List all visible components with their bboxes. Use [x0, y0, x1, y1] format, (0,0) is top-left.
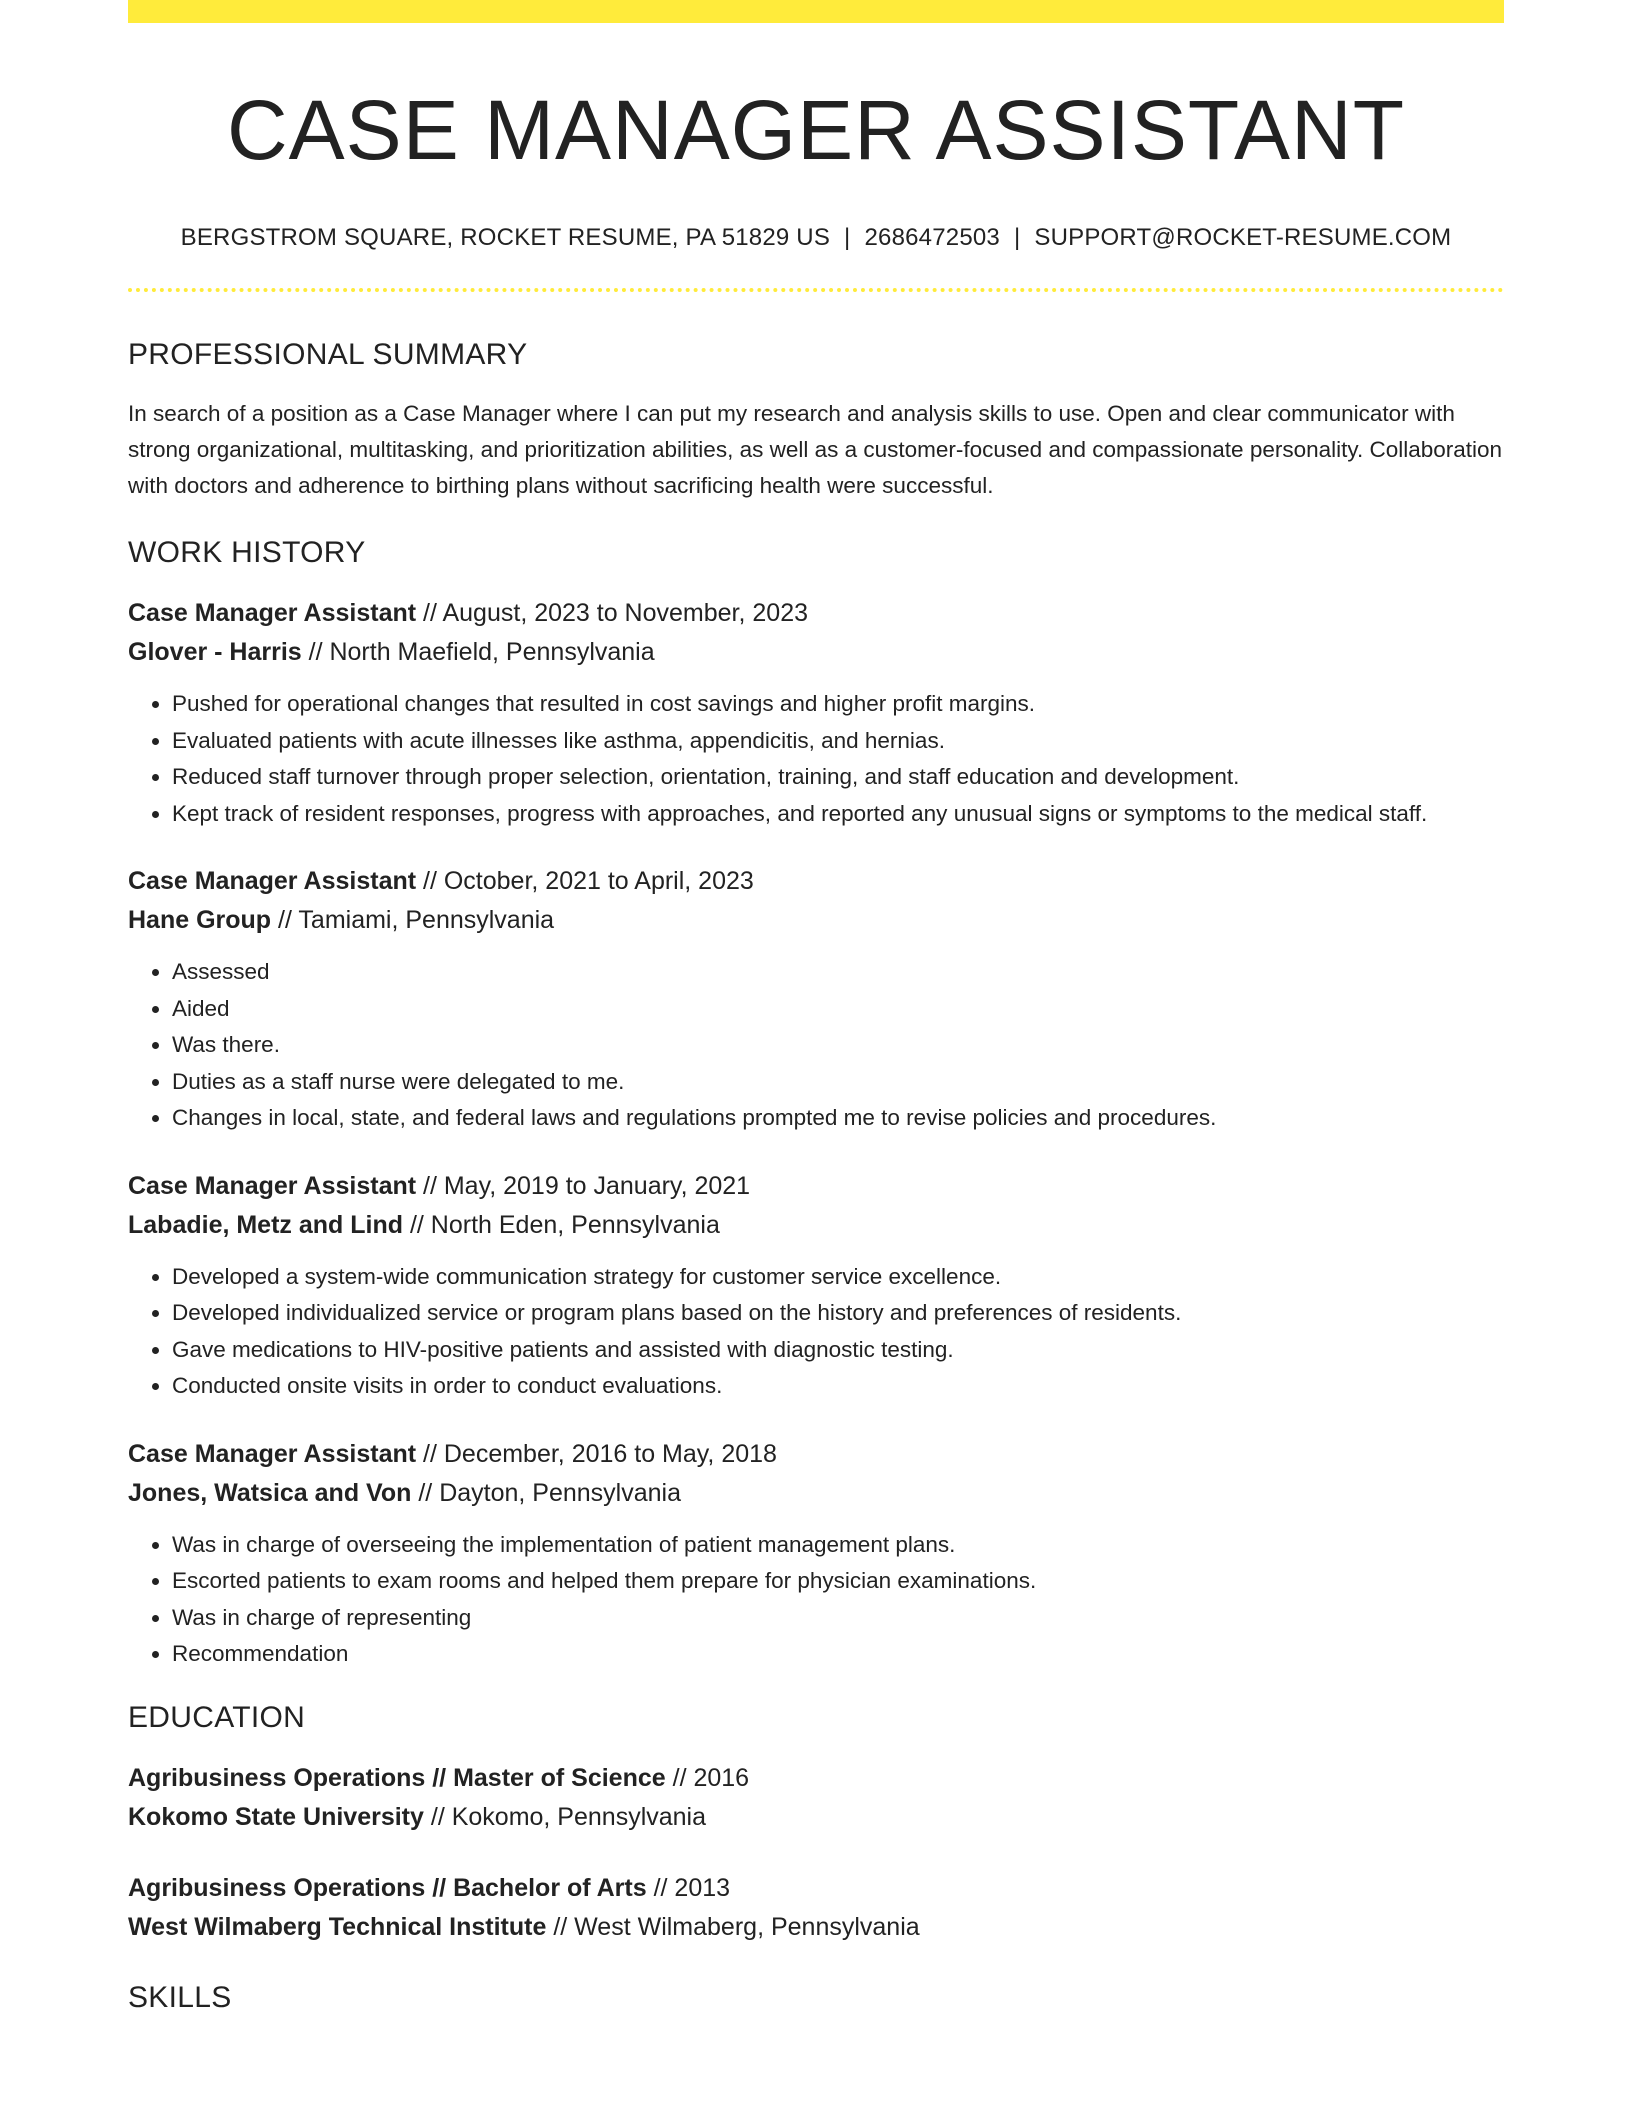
- job-company: Labadie, Metz and Lind: [128, 1210, 404, 1239]
- education-degree: Agribusiness Operations // Bachelor of Arts: [128, 1873, 647, 1902]
- job-title-line: [128, 1167, 1504, 1206]
- job-company: Hane Group: [128, 906, 272, 934]
- job-role: Case Manager Assistant: [128, 867, 417, 895]
- contact-address: BERGSTROM SQUARE, ROCKET RESUME, PA 51829 US: [180, 224, 831, 251]
- job-dates: // December, 2016 to May, 2018: [416, 1439, 777, 1468]
- job-bullet: • Was in charge of representing: [172, 1600, 1504, 1637]
- job-bullet: • Developed a system-wide communication strategy for customer service excellence.: [172, 1259, 1504, 1296]
- education-degree-line: [128, 1869, 1504, 1908]
- education-year: // 2013: [646, 1873, 731, 1902]
- education-school: West Wilmaberg Technical Institute: [128, 1912, 547, 1941]
- job-location: // North Eden, Pennsylvania: [403, 1210, 720, 1239]
- job-bullet: • Escorted patients to exam rooms and helped them prepare for physician examinations.: [172, 1563, 1504, 1600]
- job-bullet: • Kept track of resident responses, progress with approaches, and reported any unusual signs or symptoms to the medical staff.: [172, 796, 1504, 833]
- job-bullet: • Developed individualized service or program plans based on the history and preferences of residents.: [172, 1295, 1504, 1332]
- job-bullet: • Was in charge of overseeing the implementation of patient management plans.: [172, 1527, 1504, 1564]
- education-year: // 2016: [665, 1763, 750, 1792]
- resume-content: [128, 0, 1504, 2017]
- contact-separator: |: [844, 224, 851, 251]
- job-bullets: [128, 1259, 1504, 1405]
- job-bullet: • Duties as a staff nurse were delegated to me.: [172, 1064, 1504, 1101]
- contact-email: SUPPORT@ROCKET-RESUME.COM: [1034, 224, 1452, 251]
- education-school: Kokomo State University: [128, 1802, 424, 1831]
- job-bullet: • Changes in local, state, and federal laws and regulations prompted me to revise policies and procedures.: [172, 1100, 1504, 1137]
- summary-text: In search of a position as a Case Manager where I can put my research and analysis skills to use. Open and clear communicator with strong organizational, multitasking, and prioritization abilities, as well as a customer-focused and compassionate personality. Collaboration with doctors and adherence to birthing plans without sacrificing health were successful.: [128, 401, 1503, 498]
- summary-heading: PROFESSIONAL SUMMARY: [128, 338, 528, 371]
- job-company-line: [128, 901, 1504, 940]
- job-company-line: [128, 1474, 1504, 1513]
- job-bullets: [128, 686, 1504, 832]
- job-entry: [128, 1167, 1504, 1405]
- work-history-heading: WORK HISTORY: [128, 536, 366, 569]
- job-location: // Tamiami, Pennsylvania: [271, 906, 555, 934]
- candidate-name: CASE MANAGER ASSISTANT: [226, 83, 1406, 177]
- job-bullet: • Conducted onsite visits in order to conduct evaluations.: [172, 1368, 1504, 1405]
- job-dates: // August, 2023 to November, 2023: [416, 599, 809, 627]
- job-dates: // October, 2021 to April, 2023: [416, 867, 754, 895]
- job-bullet: • Reduced staff turnover through proper selection, orientation, training, and staff education and development.: [172, 759, 1504, 796]
- job-bullet: • Evaluated patients with acute illnesses like asthma, appendicitis, and hernias.: [172, 723, 1504, 760]
- dotted-divider: [128, 288, 1504, 292]
- education-heading: EDUCATION: [128, 1700, 306, 1734]
- job-company-line: [128, 633, 1504, 672]
- education-school-line: [128, 1798, 1504, 1837]
- job-location: // North Maefield, Pennsylvania: [301, 638, 655, 666]
- job-entry: [128, 594, 1504, 832]
- job-bullet: • Recommendation: [172, 1636, 1504, 1673]
- education-degree-line: [128, 1759, 1504, 1798]
- education-degree: Agribusiness Operations // Master of Science: [128, 1763, 666, 1792]
- contact-phone: 2686472503: [864, 224, 1000, 251]
- job-entry: [128, 1435, 1504, 1673]
- job-bullets: [128, 1527, 1504, 1673]
- education-location: // Kokomo, Pennsylvania: [423, 1802, 707, 1831]
- job-bullet: • Pushed for operational changes that resulted in cost savings and higher profit margins.: [172, 686, 1504, 723]
- job-bullet: • Assessed: [172, 954, 1504, 991]
- job-bullet: • Was there.: [172, 1027, 1504, 1064]
- job-entry: [128, 862, 1504, 1137]
- job-role: Case Manager Assistant: [128, 599, 417, 627]
- education-entry: [128, 1759, 1504, 1837]
- job-dates: // May, 2019 to January, 2021: [416, 1171, 751, 1200]
- job-title-line: [128, 862, 1504, 901]
- job-title-line: [128, 1435, 1504, 1474]
- contact-line: [128, 222, 1504, 254]
- job-company: Glover - Harris: [128, 638, 302, 666]
- job-location: // Dayton, Pennsylvania: [411, 1478, 681, 1507]
- job-role: Case Manager Assistant: [128, 1171, 417, 1200]
- job-bullets: [128, 954, 1504, 1137]
- job-bullet: • Aided: [172, 991, 1504, 1028]
- education-entry: [128, 1869, 1504, 1947]
- job-title-line: [128, 594, 1504, 633]
- contact-separator: |: [1013, 224, 1021, 251]
- job-company: Jones, Watsica and Von: [128, 1478, 412, 1507]
- education-location: // West Wilmaberg, Pennsylvania: [546, 1912, 920, 1941]
- job-role: Case Manager Assistant: [128, 1439, 417, 1468]
- skills-heading: SKILLS: [128, 1980, 232, 2014]
- job-bullet: • Gave medications to HIV-positive patients and assisted with diagnostic testing.: [172, 1332, 1504, 1369]
- education-school-line: [128, 1908, 1504, 1947]
- job-company-line: [128, 1206, 1504, 1245]
